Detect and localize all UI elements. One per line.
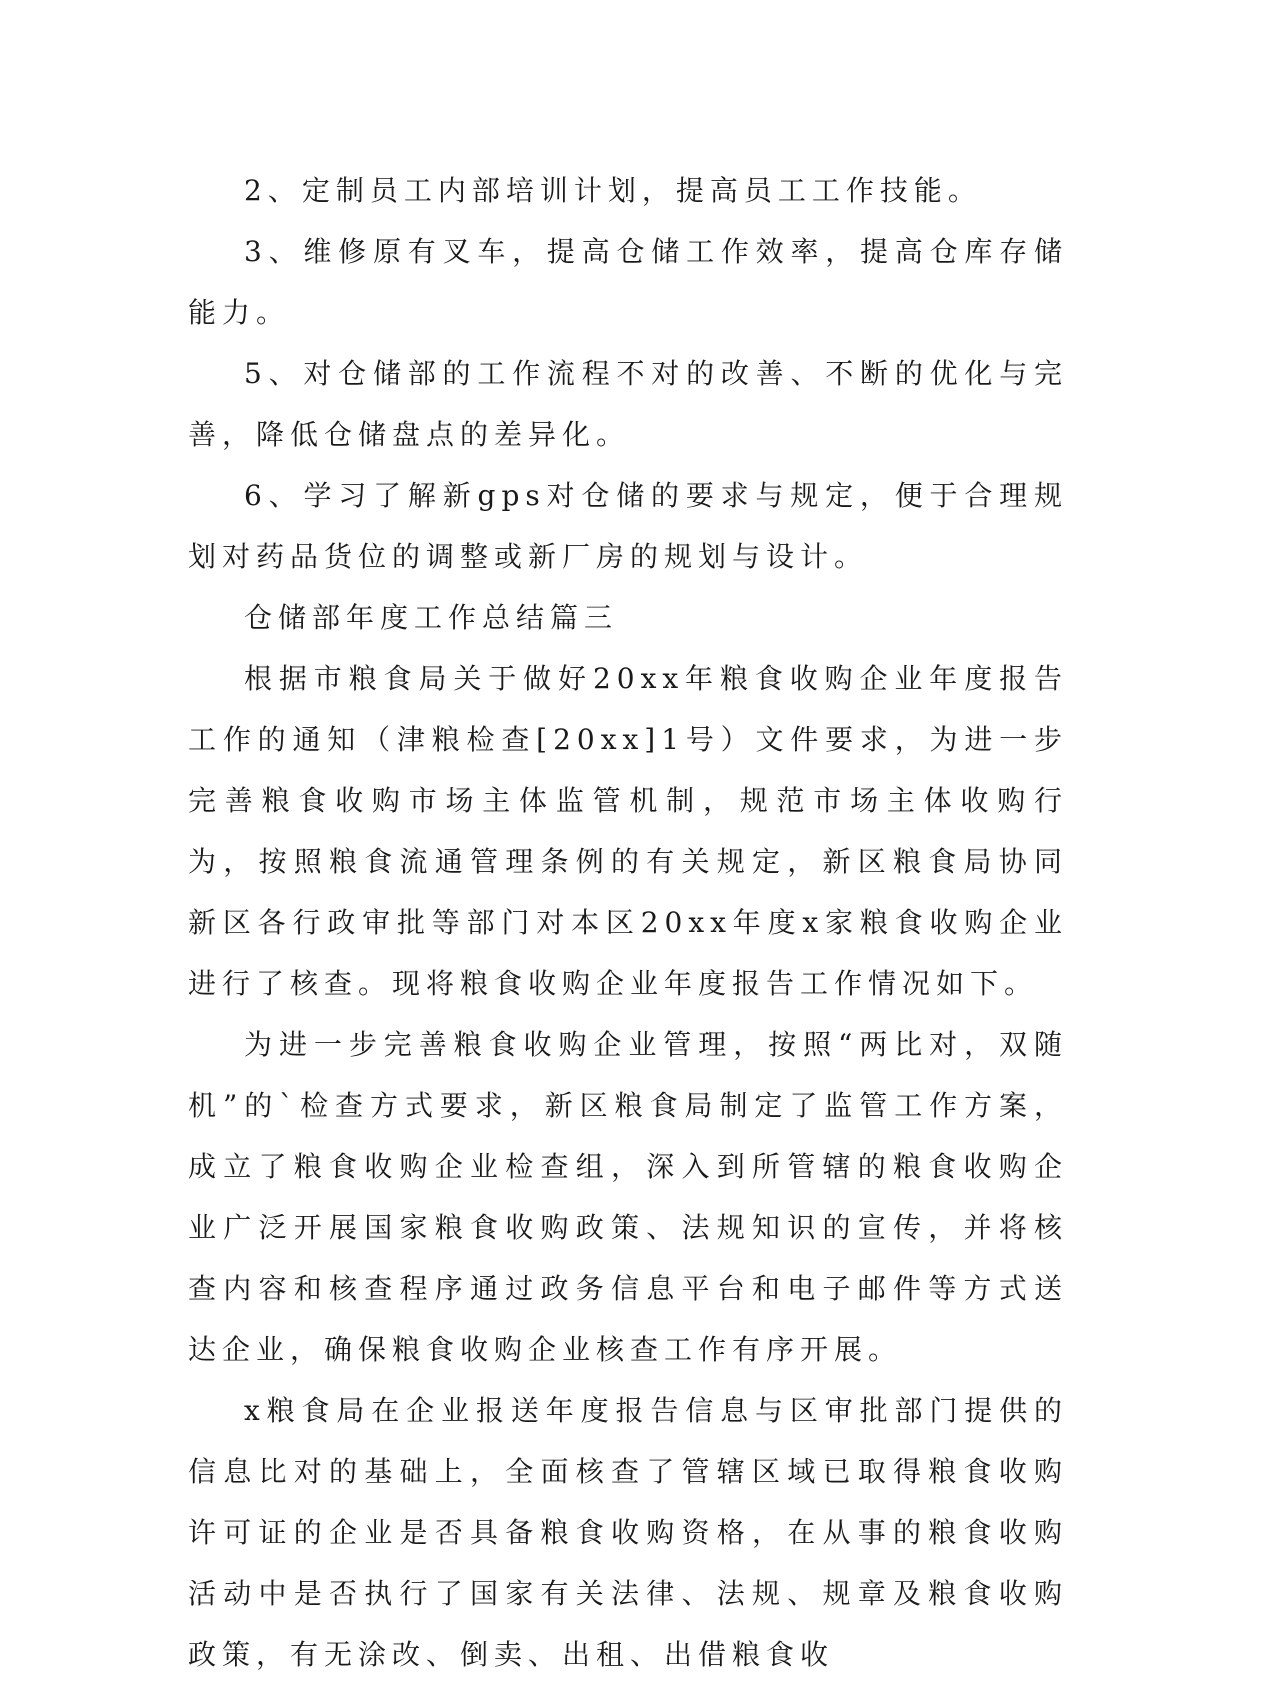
document-body bbox=[188, 160, 1068, 1685]
paragraph-item-5: 5、对仓储部的工作流程不对的改善、不断的优化与完善，降低仓储盘点的差异化。 bbox=[188, 357, 1068, 451]
paragraph-method: 为进一步完善粮食收购企业管理，按照“两比对，双随机”的`检查方式要求，新区粮食局制定了监管工作方案，成立了粮食收购企业检查组，深入到所管辖的粮食收购企业广泛开展国家粮食收购政策、法规知识的宣传，并将核查内容和核查程序通过政务信息平台和电子邮件等方式送达企业，确保粮食收购企业核查工作有序开展。 bbox=[188, 1028, 1068, 1366]
paragraph-item-2: 2、定制员工内部培训计划，提高员工工作技能。 bbox=[244, 174, 982, 207]
paragraph-item-6: 6、学习了解新gps对仓储的要求与规定，便于合理规划对药品货位的调整或新厂房的规划与设计。 bbox=[188, 479, 1068, 573]
section-heading: 仓储部年度工作总结篇三 bbox=[244, 601, 619, 634]
paragraph-item-3: 3、维修原有叉车，提高仓储工作效率，提高仓库存储能力。 bbox=[188, 235, 1068, 329]
paragraph-review: x粮食局在企业报送年度报告信息与区审批部门提供的信息比对的基础上，全面核查了管辖区域已取得粮食收购许可证的企业是否具备粮食收购资格，在从事的粮食收购活动中是否执行了国家有关法律、法规、规章及粮食收购政策，有无涂改、倒卖、出租、出借粮食收 bbox=[188, 1394, 1068, 1671]
paragraph-intro: 根据市粮食局关于做好20xx年粮食收购企业年度报告工作的通知（津粮检查[20xx]1号）文件要求，为进一步完善粮食收购市场主体监管机制，规范市场主体收购行为，按照粮食流通管理条例的有关规定，新区粮食局协同新区各行政审批等部门对本区20xx年度x家粮食收购企业进行了核查。现将粮食收购企业年度报告工作情况如下。 bbox=[188, 662, 1068, 1000]
